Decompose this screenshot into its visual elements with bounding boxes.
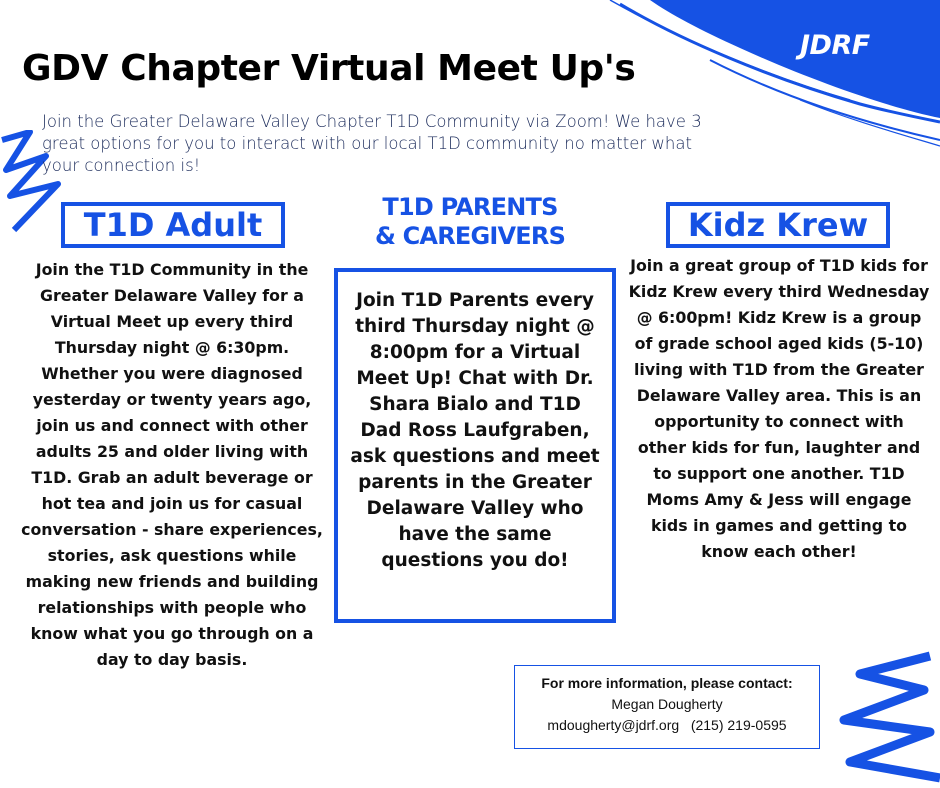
contact-name: Megan Dougherty <box>611 696 723 712</box>
contact-box <box>514 665 820 749</box>
parents-heading-line-2: & CAREGIVERS <box>374 222 566 250</box>
contact-phone[interactable]: (215) 219-0595 <box>690 717 787 733</box>
jdrf-logo: JDRF <box>800 30 870 61</box>
parents-heading-line-1: T1D PARENTS <box>382 193 558 221</box>
page-title: GDV Chapter Virtual Meet Up's <box>22 48 636 89</box>
parents-caregivers-heading <box>340 193 600 251</box>
contact-email[interactable]: mdougherty@jdrf.org <box>547 717 680 733</box>
kidz-krew-description: Join a great group of T1D kids for Kidz Krew every third Wednesday @ 6:00pm! Kidz Krew is a group of grade school aged kids (5-10) living with T1D from the Greater Delaware Valley area. This is an opportunity to connect with other kids for fun, laughter and to support one another. T1D Moms Amy & Jess will engage kids in games and getting to know each other! <box>628 256 930 561</box>
brush-stroke-bottom-right <box>820 650 940 788</box>
t1d-adult-description: Join the T1D Community in the Greater Delaware Valley for a Virtual Meet up every third Thursday night @ 6:30pm. Whether you were diagnosed yesterday or twenty years ago, join us and connect with other adults 25 and older living with T1D. Grab an adult beverage or hot tea and join us for casual conversation - share experiences, stories, ask questions while making new friends and building relationships with people who know what you go through on a day to day basis. <box>21 260 323 669</box>
intro-text: Join the Greater Delaware Valley Chapter T1D Community via Zoom! We have 3 great options for you to interact with our local T1D community no matter what your connection is! <box>42 112 702 175</box>
t1d-adult-heading: T1D Adult <box>61 202 285 248</box>
parents-caregivers-description: Join T1D Parents every third Thursday night @ 8:00pm for a Virtual Meet Up! Chat with Dr. Shara Bialo and T1D Dad Ross Laufgraben, ask questions and meet parents in the Greater Delaware Valley who have the same questions you do! <box>350 290 600 571</box>
contact-details <box>515 715 819 736</box>
contact-heading: For more information, please contact: <box>541 675 793 691</box>
kidz-krew-heading: Kidz Krew <box>666 202 890 248</box>
